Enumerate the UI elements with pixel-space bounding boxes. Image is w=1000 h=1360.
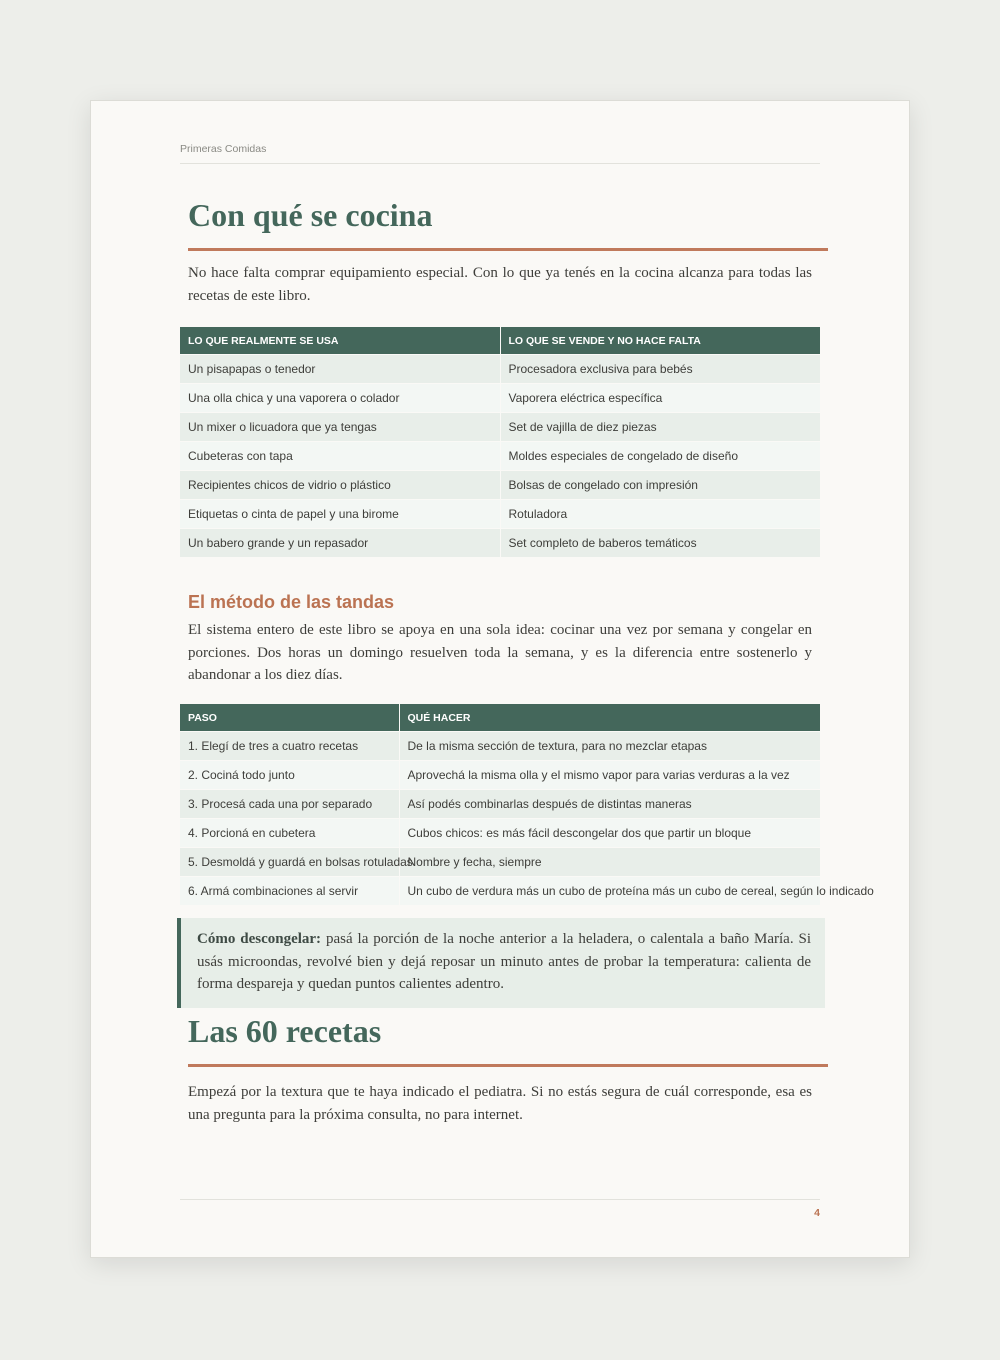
table-cell: Rotuladora (500, 500, 820, 529)
table-cell: 2. Cociná todo junto (180, 761, 399, 790)
table-row (180, 732, 820, 761)
table-row (180, 848, 820, 877)
table-row (180, 413, 820, 442)
table-cell: De la misma sección de textura, para no mezclar etapas (399, 732, 820, 761)
running-header: Primeras Comidas (180, 143, 820, 164)
table-row (180, 471, 820, 500)
section-title-recipes: Las 60 recetas (188, 1013, 828, 1067)
equipment-intro: No hace falta comprar equipamiento especial. Con lo que ya tenés en la cocina alcanza para todas las recetas de este libro. (188, 265, 812, 304)
table-cell: Procesadora exclusiva para bebés (500, 355, 820, 384)
table-row (180, 500, 820, 529)
table-cell: Bolsas de congelado con impresión (500, 471, 820, 500)
table-row (180, 790, 820, 819)
table-header-row (180, 704, 820, 732)
column-header: LO QUE REALMENTE SE USA (180, 327, 500, 355)
table-cell: Nombre y fecha, siempre (399, 848, 820, 877)
table-row (180, 384, 820, 413)
equipment-table (180, 327, 821, 557)
table-cell: Una olla chica y una vaporera o colador (180, 384, 500, 413)
defrost-callout (177, 918, 825, 1008)
callout-label: Cómo descongelar: (197, 931, 322, 947)
table-cell: Set completo de baberos temáticos (500, 529, 820, 558)
table-row (180, 355, 820, 384)
section-title-batch-method: El método de las tandas (188, 592, 395, 612)
table-cell: 4. Porcioná en cubetera (180, 819, 399, 848)
table-cell: Un pisapapas o tenedor (180, 355, 500, 384)
table-cell: 3. Procesá cada una por separado (180, 790, 399, 819)
column-header: QUÉ HACER (399, 704, 820, 732)
callout-text: pasá la porción de la noche anterior a la heladera, o calentala a baño María. Si usás microondas, revolvé bien y dejá reposar un minuto antes de probar la temperatura: calienta de forma despareja y quedan puntos calientes adentro. (197, 931, 811, 992)
steps-table (180, 704, 874, 905)
recipes-intro: Empezá por la textura que te haya indicado el pediatra. Si no estás segura de cuál corresponde, esa es una pregunta para la próxima consulta, no para internet. (188, 1084, 812, 1123)
table-cell: 5. Desmoldá y guardá en bolsas rotuladas (180, 848, 399, 877)
section-title-equipment: Con qué se cocina (188, 197, 828, 251)
table-header-row (180, 327, 820, 355)
table-cell: Moldes especiales de congelado de diseño (500, 442, 820, 471)
table-row (180, 761, 820, 790)
table-cell: Cubeteras con tapa (180, 442, 500, 471)
footer-divider (180, 1199, 820, 1200)
table-cell: Así podés combinarlas después de distintas maneras (399, 790, 820, 819)
table-cell: Un cubo de verdura más un cubo de proteína más un cubo de cereal, según lo indicado (399, 877, 820, 906)
column-header: PASO (180, 704, 399, 732)
table-row (180, 529, 820, 558)
column-header: LO QUE SE VENDE Y NO HACE FALTA (500, 327, 820, 355)
table-row (180, 819, 820, 848)
page-number: 4 (814, 1207, 820, 1219)
table-cell: Vaporera eléctrica específica (500, 384, 820, 413)
table-cell: 6. Armá combinaciones al servir (180, 877, 399, 906)
table-cell: Aprovechá la misma olla y el mismo vapor para varias verduras a la vez (399, 761, 820, 790)
batch-method-intro: El sistema entero de este libro se apoya en una sola idea: cocinar una vez por semana y congelar en porciones. Dos horas un domingo resuelven toda la semana, y es la diferencia entre sostenerlo y abandonar a los diez días. (188, 622, 812, 683)
table-cell: Cubos chicos: es más fácil descongelar dos que partir un bloque (399, 819, 820, 848)
table-cell: Un babero grande y un repasador (180, 529, 500, 558)
table-row (180, 877, 820, 906)
table-cell: Etiquetas o cinta de papel y una birome (180, 500, 500, 529)
table-cell: 1. Elegí de tres a cuatro recetas (180, 732, 399, 761)
document-page (90, 100, 910, 1258)
table-cell: Recipientes chicos de vidrio o plástico (180, 471, 500, 500)
table-row (180, 442, 820, 471)
table-cell: Un mixer o licuadora que ya tengas (180, 413, 500, 442)
table-cell: Set de vajilla de diez piezas (500, 413, 820, 442)
